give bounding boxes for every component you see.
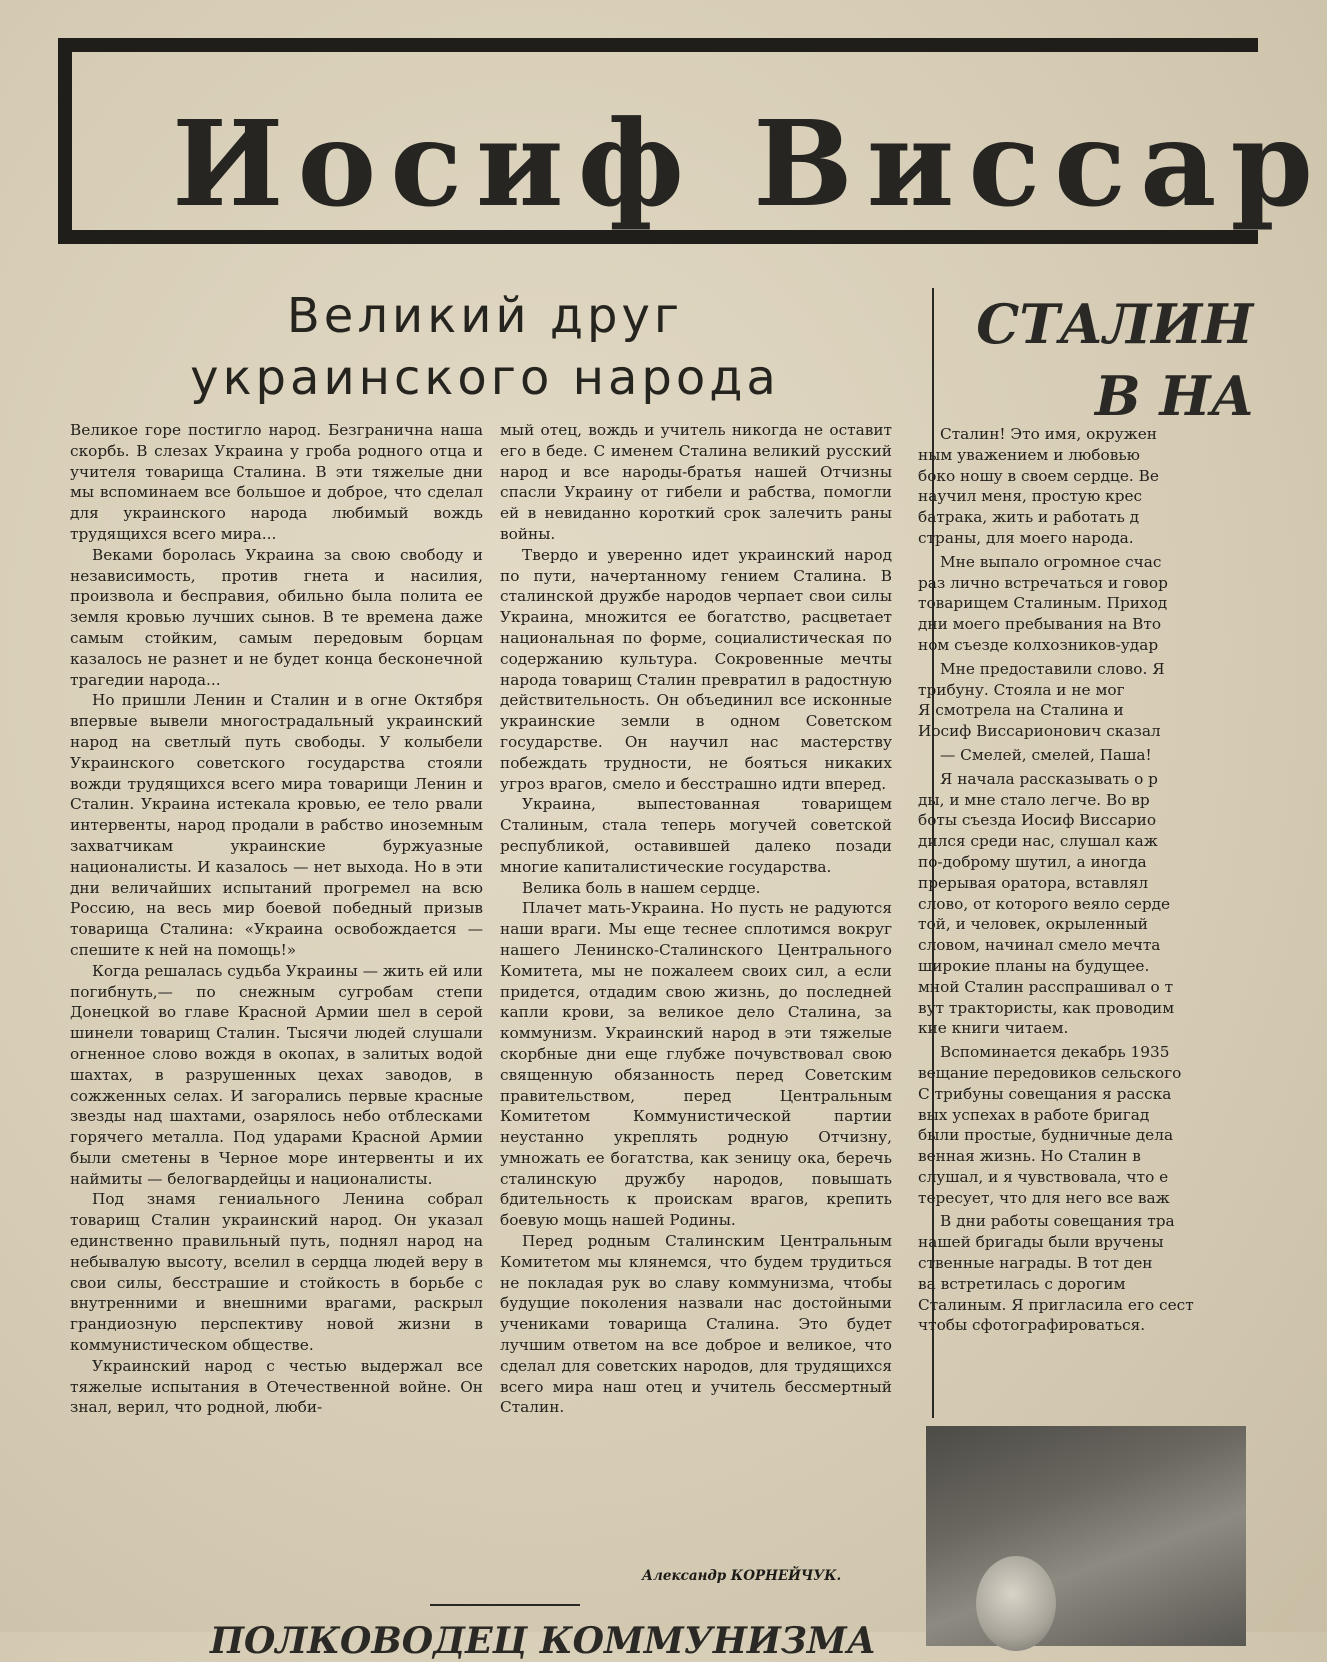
right-article-line: страны, для моего народа. <box>918 528 1134 547</box>
right-article-line: боты съезда Иосиф Виссарио <box>918 811 1157 830</box>
headline-line-2: украинского народа <box>190 350 780 406</box>
paragraph: Перед родным Сталинским Центральным Комитетом мы клянемся, что будем трудиться не покладая рук во славу коммунизма, чтобы будущие поколения назвали нас достойными учениками товарища Сталина. Это будет лучшим ответом на все доброе и великое, что сделал для советских народов, для трудящихся всего мира наш отец и учитель бессмертный Сталин. <box>500 1232 892 1417</box>
right-article-line: нашей бригады были вручены <box>918 1233 1164 1252</box>
right-article-line: В дни работы совещания тра <box>940 1212 1175 1231</box>
right-article-line: ном съезде колхозников-удар <box>918 635 1159 654</box>
right-headline-line-2: В НА <box>1095 364 1255 428</box>
paragraph: Украинский народ с честью выдержал все тяжелые испытания в Отечественной войне. Он знал, верил, что родной, люби- <box>70 1356 483 1417</box>
right-article-line: Я смотрела на Сталина и <box>918 701 1124 720</box>
paragraph: Когда решалась судьба Украины — жить ей или погибнуть,— по снежным сугробам степи Донецкой во главе Красной Армии шел в серой шинели товарищ Сталин. Тысячи людей слушали огненное слово вождя в окопах, в залитых водой шахтах, в разрушенных цехах заводов, в сожженных селах. И загорались первые красные звезды над шахтами, озарялось небо отблесками горячего металла. Под ударами Красной Армии были сметены в Черное море интервенты и их наймиты — белогвардейцы и националисты. <box>70 961 484 1188</box>
right-article-line: С трибуны совещания я расска <box>918 1084 1172 1103</box>
right-article-line: слушал, и я чувствовала, что е <box>918 1167 1169 1186</box>
right-article-line: широкие планы на будущее. <box>918 956 1150 975</box>
right-article-line: батрака, жить и работать д <box>918 508 1140 527</box>
right-article-line: чтобы сфотографироваться. <box>918 1316 1146 1335</box>
photo-face <box>976 1556 1056 1651</box>
right-article-line: кие книги читаем. <box>918 1019 1069 1038</box>
right-article-line: Сталиным. Я пригласила его сест <box>918 1295 1194 1314</box>
newspaper-photo <box>926 1426 1246 1646</box>
article-end-rule <box>430 1604 580 1606</box>
right-article-line: Я начала рассказывать о р <box>940 769 1158 788</box>
right-article-line: ва встретилась с дорогим <box>918 1274 1126 1293</box>
paragraph: Твердо и уверенно идет украинский народ по пути, начертанному гением Сталина. В сталинской дружбе народов черпает свои силы Украина, множится ее богатство, расцветает национальная по форме, социалистическая по содержанию культура. Сокровенные мечты народа товарищ Сталин превратил в радостную действительность. Он объединил все исконные украинские земли в одном Советском государстве. Он научил нас мастерству побеждать трудности, не бояться никаких угроз врагов, смело и бесстрашно идти вперед. <box>500 545 892 793</box>
paragraph: Велика боль в нашем сердце. <box>522 878 761 897</box>
right-headline-line-1: СТАЛИН <box>976 292 1254 356</box>
right-article-line: венная жизнь. Но Сталин в <box>918 1147 1141 1166</box>
article-headline <box>60 285 910 409</box>
right-article-line: ным уважением и любовью <box>918 445 1140 464</box>
right-article-line: Мне предоставили слово. Я <box>940 659 1165 678</box>
right-article-line: вут трактористы, как проводим <box>918 998 1175 1017</box>
right-article-line: — Смелей, смелей, Паша! <box>940 745 1152 764</box>
right-article-line: были простые, будничные дела <box>918 1126 1174 1145</box>
right-article-line: слово, от которого веяло серде <box>918 894 1171 913</box>
article-column-1 <box>70 420 483 1418</box>
right-article-line: дни моего пребывания на Вто <box>918 615 1162 634</box>
headline-line-1: Великий друг <box>286 288 684 344</box>
right-article-line: дился среди нас, слушал каж <box>918 832 1158 851</box>
paragraph: мый отец, вождь и учитель никогда не оставит его в беде. С именем Сталина великий русский народ и все народы-братья нашей Отчизны спасли Украину от гибели и рабства, помогли ей в невиданно короткий срок залечить раны войны. <box>500 421 892 543</box>
right-article-headline <box>975 288 1254 432</box>
right-article-line: трибуну. Стояла и не мог <box>918 680 1125 699</box>
right-article-line: тересует, что для него все важ <box>918 1188 1170 1207</box>
right-article-line: мной Сталин расспрашивал о т <box>918 977 1174 996</box>
right-article-line: ды, и мне стало легче. Во вр <box>918 790 1150 809</box>
paragraph: Но пришли Ленин и Сталин и в огне Октября впервые вывели многострадальный украинский народ на светлый путь свободы. У колыбели Украинского советского государства стояли вожди трудящихся всего мира товарищи Ленин и Сталин. Украина истекала кровью, ее тело рвали интервенты, народ продали в рабство иноземным захватчикам украинские буржуазные националисты. И казалось — нет выхода. Но в эти дни величайших испытаний прогремел на всю Россию, на весь мир боевой победный призыв товарища Сталина: «Украина освобождается — спешите к ней на помощь!» <box>70 691 483 959</box>
right-article-column <box>918 424 1248 1336</box>
paragraph: Великое горе постигло народ. Безгранична наша скорбь. В слезах Украина у гроба родного отца и учителя товарища Сталина. В эти тяжелые дни мы вспоминаем все большое и доброе, что сделал для украинского народа любимый вождь трудящихся всего мира... <box>70 421 483 543</box>
right-article-line: товарищем Сталиным. Приход <box>918 594 1168 613</box>
right-article-line: по-доброму шутил, а иногда <box>918 852 1147 871</box>
right-article-line: Мне выпало огромное счас <box>940 552 1162 571</box>
article-byline: Александр КОРНЕЙЧУК. <box>642 1568 842 1584</box>
bottom-headline: ПОЛКОВОДЕЦ КОММУНИЗМА <box>210 1620 877 1662</box>
right-article-line: Сталин! Это имя, окружен <box>940 425 1157 443</box>
right-article-line: Вспоминается декабрь 1935 <box>940 1043 1170 1062</box>
banner-title: Иосиф Виссар <box>172 94 1327 233</box>
right-article-line: ственные награды. В тот ден <box>918 1254 1153 1273</box>
right-article-line: вых успехах в работе бригад <box>918 1105 1150 1124</box>
right-article-line: той, и человек, окрыленный <box>918 915 1148 934</box>
article-column-2 <box>500 420 892 1418</box>
right-article-line: боко ношу в своем сердце. Ве <box>918 466 1159 485</box>
paragraph: Украина, выпестованная товарищем Сталиным, стала теперь могучей советской республикой, оставившей далеко позади многие капиталистические государства. <box>500 795 892 876</box>
paragraph: Под знамя гениального Ленина собрал товарищ Сталин украинский народ. Он указал единственно правильный путь, поднял народ на небывалую высоту, вселил в сердца людей веру в свои силы, бесстрашие и стойкость в борьбе с внутренними и внешними врагами, раскрыл грандиозную перспективу новой жизни в коммунистическом обществе. <box>70 1190 483 1355</box>
right-article-line: раз лично встречаться и говор <box>918 573 1168 592</box>
right-article-line: Иосиф Виссарионович сказал <box>918 722 1161 741</box>
title-banner-frame <box>58 38 1327 244</box>
right-article-line: вещание передовиков сельского <box>918 1063 1182 1082</box>
paragraph: Плачет мать-Украина. Но пусть не радуются наши враги. Мы еще теснее сплотимся вокруг нашего Ленинско-Сталинского Центрального Комитета, мы не пожалеем своих сил, а если придется, отдадим свою жизнь, до последней капли крови, за великое дело Сталина, за коммунизм. Украинский народ в эти тяжелые скорбные дни еще глубже почувствовал свою священную обязанность перед Советским правительством, перед Центральным Комитетом Коммунистической партии неустанно укреплять родную Отчизну, умножать ее богатства, как зеницу ока, беречь сталинскую дружбу народов, повышать бдительность к проискам врагов, крепить боевую мощь нашей Родины. <box>500 899 892 1230</box>
right-article-line: научил меня, простую крес <box>918 487 1143 506</box>
paragraph: Веками боролась Украина за свою свободу и независимость, против гнета и насилия, произвола и бесправия, обильно была полита ее земля кровью лучших сынов. В те времена даже самым стойким, самым передовым борцам казалось не разнет и не будет конца бесконечной трагедии народа... <box>70 545 483 689</box>
right-article-line: словом, начинал смело мечта <box>918 936 1161 955</box>
right-article-line: прерывая оратора, вставлял <box>918 873 1149 892</box>
